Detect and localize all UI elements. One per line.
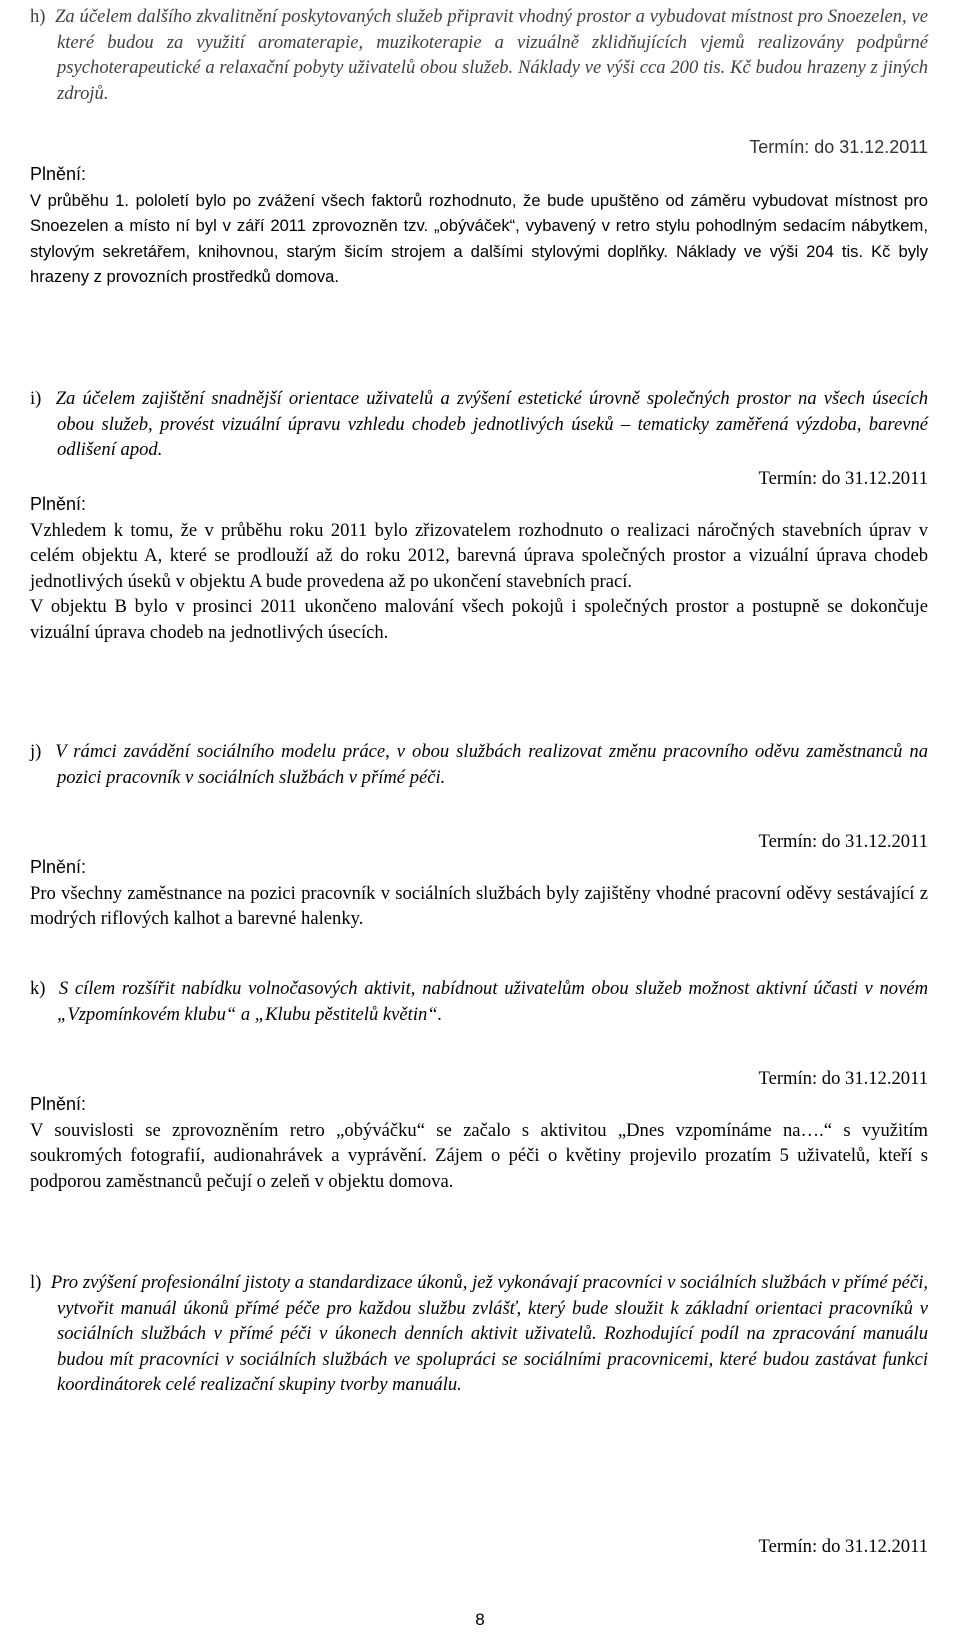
fulfilment-heading: Plnění: bbox=[30, 494, 87, 514]
task-marker: i) bbox=[30, 388, 42, 409]
deadline-text: Termín: do 31.12.2011 bbox=[758, 468, 928, 489]
fulfilment-k bbox=[30, 1092, 928, 1194]
fulfilment-text: V objektu B bylo v prosinci 2011 ukončeno malování všech pokojů i společných prostor a postupně se dokončuje vizuální úprava chodeb na jednotlivých úsecích. bbox=[30, 596, 928, 643]
fulfilment-i bbox=[30, 492, 928, 646]
task-text: V rámci zavádění sociálního modelu práce, v obou službách realizovat změnu pracovního oděvu zaměstnanců na pozici pracovník v sociálních službách v přímé péči. bbox=[55, 741, 928, 788]
task-text: Za účelem dalšího zkvalitnění poskytovaných služeb připravit vhodný prostor a vybudovat místnost pro Snoezelen, ve které budou za využití aromaterapie, muzikoterapie a vizuálně zklidňujících vjemů realizovány podpůrné psychoterapeutické a relaxační pobyty uživatelů obou služeb. Náklady ve výši cca 200 tis. Kč budou hrazeny z jiných zdrojů. bbox=[55, 6, 928, 104]
section-h bbox=[30, 4, 928, 106]
fulfilment-text: V průběhu 1. pololetí bylo po zvážení všech faktorů rozhodnuto, že bude upuštěno od záměru vybudovat místnost pro Snoezelen a místo ní byl v září 2011 zprovozněn tzv. „obýváček“, vybavený v retro stylu pohodlným sedacím nábytkem, stylovým sekretářem, knihovnou, starým šicím strojem a dalšími stylovými doplňky. Náklady ve výši 204 tis. Kč byly hrazeny z provozních prostředků domova. bbox=[30, 190, 928, 287]
task-l bbox=[30, 1270, 928, 1398]
deadline-i bbox=[30, 466, 928, 492]
fulfilment-heading: Plnění: bbox=[30, 1094, 87, 1114]
fulfilment-text: Vzhledem k tomu, že v průběhu roku 2011 bylo zřizovatelem rozhodnuto o realizaci náročných stavebních úprav v celém objektu A, které se prodlouží až do roku 2012, barevná úprava společných prostor a vizuální úprava chodeb jednotlivých úseků v objektu A bude provedena až po ukončení stavebních prací. bbox=[30, 519, 928, 592]
deadline-text: Termín: do 31.12.2011 bbox=[758, 831, 928, 852]
task-text: Pro zvýšení profesionální jistoty a standardizace úkonů, jež vykonávají pracovníci v sociálních službách v přímé péči, vytvořit manuál úkonů přímé péče pro každou službu zvlášť, který bude sloužit k základní orientaci pracovníků v sociálních službách v přímé péči v úkonech denních aktivit uživatelů. Rozhodující podíl na zpracování manuálu budou mít pracovníci v sociálních službách ve spolupráci se sociálními pracovnicemi, které budou zastávat funkci koordinátorek celé realizační skupiny tvorby manuálu. bbox=[50, 1272, 929, 1396]
task-marker: h) bbox=[30, 6, 46, 27]
deadline-text: Termín: do 31.12.2011 bbox=[758, 1536, 928, 1557]
task-h bbox=[30, 4, 928, 106]
deadline-text: Termín: do 31.12.2011 bbox=[749, 137, 928, 157]
section-l bbox=[30, 1270, 928, 1398]
fulfilment-heading: Plnění: bbox=[30, 857, 87, 877]
task-marker: k) bbox=[30, 978, 46, 999]
deadline-j bbox=[30, 829, 928, 855]
task-i bbox=[30, 386, 928, 463]
task-marker: l) bbox=[30, 1272, 42, 1293]
fulfilment-j bbox=[30, 855, 928, 932]
fulfilment-h bbox=[30, 162, 928, 290]
fulfilment-heading: Plnění: bbox=[30, 164, 87, 184]
task-j bbox=[30, 739, 928, 790]
task-text: Za účelem zajištění snadnější orientace uživatelů a zvýšení estetické úrovně společných prostor na všech úsecích obou služeb, provést vizuální úpravu vzhledu chodeb jednotlivých úseků – tematicky zaměřená výzdoba, barevné odlišení apod. bbox=[55, 388, 929, 461]
deadline-l bbox=[30, 1534, 928, 1560]
fulfilment-text: Pro všechny zaměstnance na pozici pracovník v sociálních službách byly zajištěny vhodné pracovní oděvy sestávající z modrých riflových kalhot a barevné halenky. bbox=[30, 882, 928, 930]
task-text: S cílem rozšířit nabídku volnočasových aktivit, nabídnout uživatelům obou služeb možnost aktivní účasti v novém „Vzpomínkovém klubu“ a „Klubu pěstitelů květin“. bbox=[57, 978, 929, 1025]
deadline-text: Termín: do 31.12.2011 bbox=[758, 1068, 928, 1089]
fulfilment-text: V souvislosti se zprovozněním retro „obýváčku“ se začalo s aktivitou „Dnes vzpomínáme na….“ s využitím soukromých fotografií, audionahrávek a vyprávění. Zájem o péči o květiny projevilo prozatím 5 uživatelů, kteří s podporou zaměstnanců pečují o zeleň v objektu domova. bbox=[30, 1119, 928, 1192]
section-k bbox=[30, 976, 928, 1027]
page-number: 8 bbox=[475, 1610, 485, 1629]
section-j bbox=[30, 739, 928, 790]
deadline-h bbox=[30, 135, 928, 161]
task-marker: j) bbox=[30, 741, 42, 762]
deadline-k bbox=[30, 1066, 928, 1092]
task-k bbox=[30, 976, 928, 1027]
section-i bbox=[30, 386, 928, 463]
